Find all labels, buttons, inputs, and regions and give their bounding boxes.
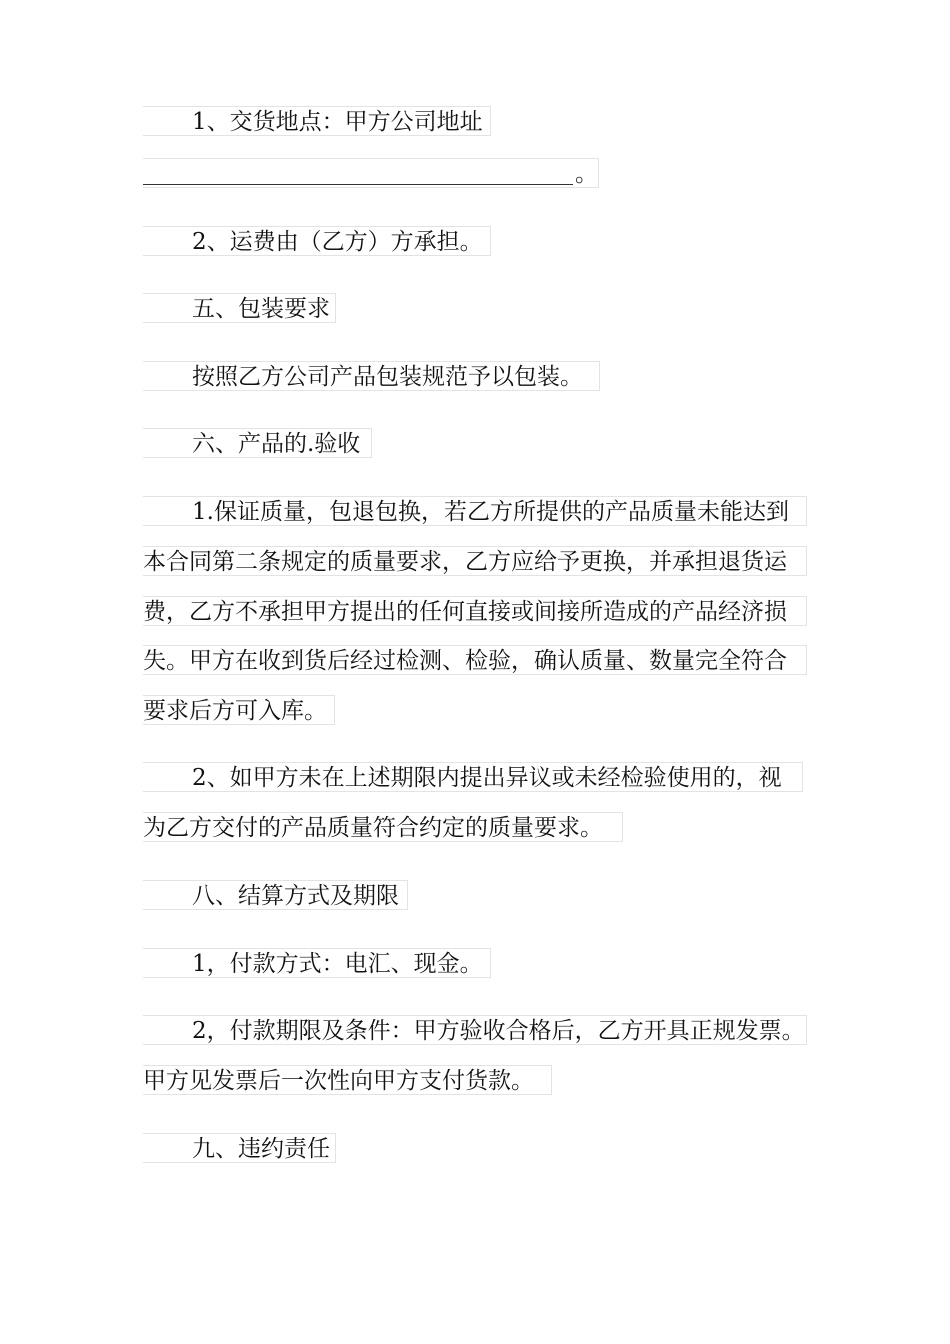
acceptance-para-2-line-1: 2、如甲方未在上述期限内提出异议或未经检验使用的，视 [143,762,803,792]
section-heading-settlement: 八、结算方式及期限 [143,880,408,910]
address-blank [143,166,573,185]
section-heading-packaging: 五、包装要求 [143,293,336,323]
section-heading-liability: 九、违约责任 [143,1133,336,1163]
packaging-text: 按照乙方公司产品包装规范予以包装。 [143,361,600,391]
acceptance-para-1-line-4: 失。甲方在收到货后经过检测、检验，确认质量、数量完全符合 [143,645,807,675]
freight-line: 2、运费由（乙方）方承担。 [143,226,491,256]
address-period: 。 [575,161,598,187]
delivery-location-line: 1、交货地点：甲方公司地址 [143,106,491,136]
payment-terms-line-1: 2，付款期限及条件：甲方验收合格后，乙方开具正规发票。 [143,1015,807,1045]
acceptance-para-1-line-2: 本合同第二条规定的质量要求，乙方应给予更换，并承担退货运 [143,546,807,576]
address-blank-line [143,158,599,188]
acceptance-para-1-line-3: 费，乙方不承担甲方提出的任何直接或间接所造成的产品经济损 [143,596,807,626]
payment-method-line: 1，付款方式：电汇、现金。 [143,948,491,978]
acceptance-para-1-line-5: 要求后方可入库。 [143,695,335,725]
section-heading-acceptance: 六、产品的.验收 [143,428,372,458]
payment-terms-line-2: 甲方见发票后一次性向甲方支付货款。 [143,1065,552,1095]
acceptance-para-2-line-2: 为乙方交付的产品质量符合约定的质量要求。 [143,812,623,842]
acceptance-para-1-line-1: 1.保证质量，包退包换，若乙方所提供的产品质量未能达到 [143,496,807,526]
